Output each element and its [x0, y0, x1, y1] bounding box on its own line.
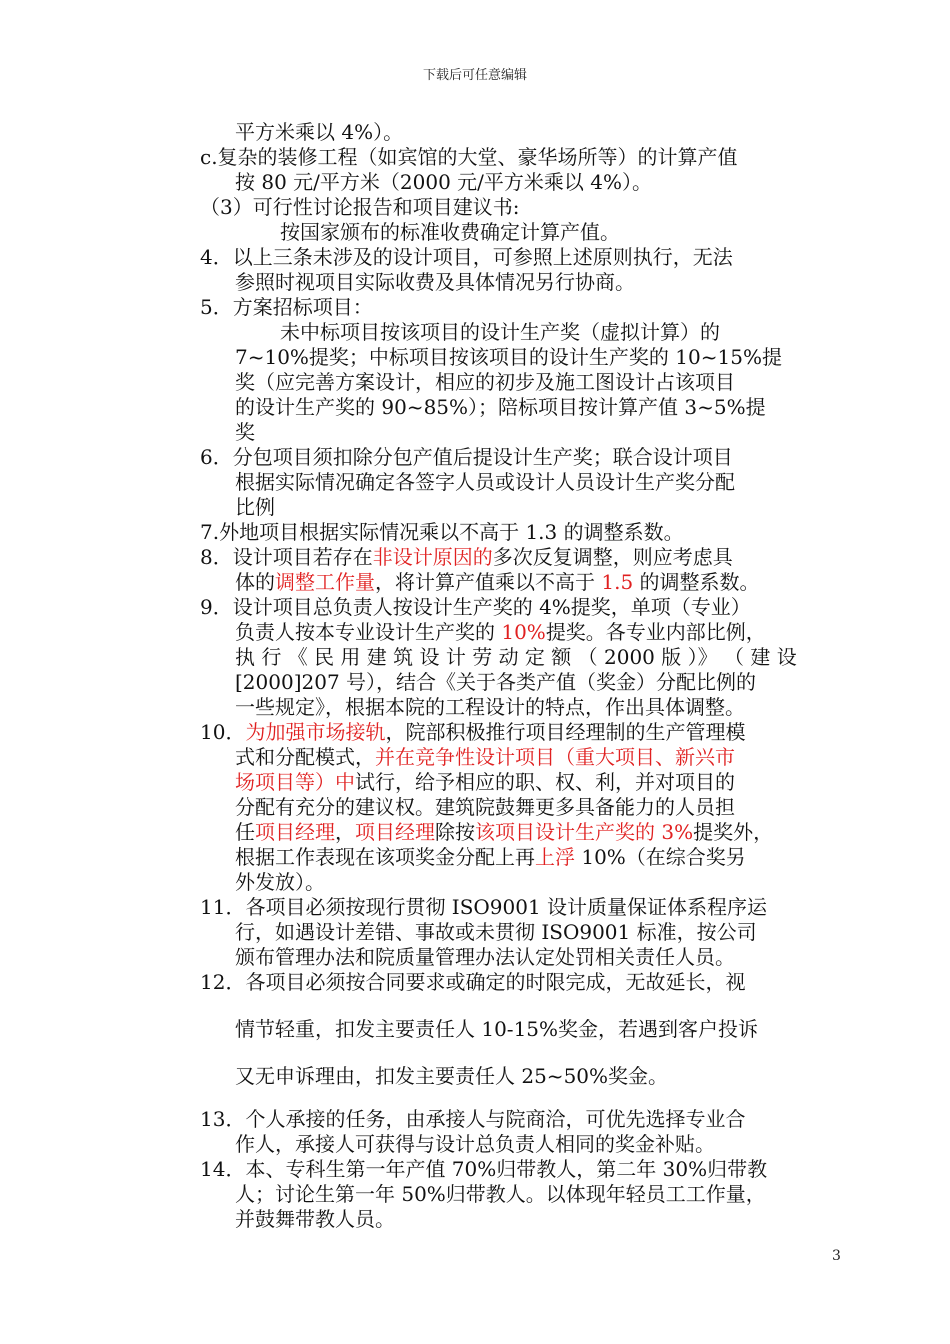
highlight-span: 10% — [501, 620, 546, 644]
text-span: 8．设计项目若存在 — [200, 545, 373, 569]
text-line: 一些规定》，根据本院的工程设计的特点，作出具体调整。 — [235, 695, 745, 719]
highlight-span: 调整工作量 — [275, 570, 375, 594]
highlight-span: 非设计原因的 — [372, 545, 493, 569]
text-line: 6．分包项目须扣除分包产值后提设计生产奖；联合设计项目 — [200, 445, 733, 469]
highlight-span: 场项目等）中 — [235, 770, 355, 794]
text-span: 多次反复调整，则应考虑具 — [492, 545, 733, 569]
text-line: 根据实际情况确定各签字人员或设计人员设计生产奖分配 — [235, 470, 735, 494]
text-line — [200, 570, 820, 595]
highlight-span: 该项目设计生产奖的 3% — [475, 820, 694, 844]
text-span: ，将计算产值乘以不高于 — [375, 570, 602, 594]
text-line: 的设计生产奖的 90~85%）；陪标项目按计算产值 3~5%提 — [235, 395, 766, 419]
text-span: ，院部积极推行项目经理制的生产管理模 — [385, 720, 746, 744]
text-line: 颁布管理办法和院质量管理办法认定处罚相关责任人员。 — [235, 945, 735, 969]
text-line: 情节轻重，扣发主要责任人 10-15%奖金，若遇到客户投诉 — [235, 1017, 759, 1041]
text-span: 提奖外， — [693, 820, 774, 844]
text-span: 除按 — [435, 820, 475, 844]
highlight-span: 上浮 — [535, 845, 575, 869]
text-line: 作人，承接人可获得与设计总负责人相同的奖金补贴。 — [235, 1132, 715, 1156]
text-line: （3）可行性讨论报告和项目建议书: — [200, 195, 520, 219]
text-line: 奖 — [235, 420, 255, 444]
text-line: 13．个人承接的任务，由承接人与院商洽，可优先选择专业合 — [200, 1107, 746, 1131]
text-line: 12．各项目必须按合同要求或确定的时限完成，无故延长，视 — [200, 970, 746, 994]
text-span: 的调整系数。 — [633, 570, 760, 594]
text-line: 又无申诉理由，扣发主要责任人 25~50%奖金。 — [235, 1064, 669, 1088]
text-line — [200, 545, 820, 570]
text-span: 试行，给予相应的职、权、利，并对项目的 — [355, 770, 735, 794]
text-span: 体的 — [235, 570, 275, 594]
text-line: 比例 — [235, 495, 275, 519]
text-span: 10%（在综合奖另 — [575, 845, 746, 869]
text-line: 奖（应完善方案设计，相应的初步及施工图设计占该项目 — [235, 370, 735, 394]
text-line: 7.外地项目根据实际情况乘以不高于 1.3 的调整系数。 — [200, 520, 684, 544]
text-line: 人；讨论生第一年 50%归带教人。以体现年轻员工工作量， — [235, 1182, 766, 1206]
text-span: 任 — [235, 820, 255, 844]
highlight-span: 为加强市场接轨 — [245, 720, 386, 744]
highlight-span: 项目经理 — [255, 820, 335, 844]
text-line: 11．各项目必须按现行贯彻 ISO9001 设计质量保证体系程序运 — [200, 895, 768, 919]
text-line: 4．以上三条未涉及的设计项目，可参照上述原则执行，无法 — [200, 245, 733, 269]
text-line: c.复杂的装修工程（如宾馆的大堂、豪华场所等）的计算产值 — [200, 145, 738, 169]
text-line — [200, 745, 820, 770]
document-body — [200, 120, 820, 1232]
text-line — [200, 620, 820, 645]
text-line: 参照时视项目实际收费及具体情况另行协商。 — [235, 270, 635, 294]
text-span: 提奖。各专业内部比例， — [545, 620, 766, 644]
text-line: 未中标项目按该项目的设计生产奖（虚拟计算）的 — [280, 320, 720, 344]
text-span: 式和分配模式， — [235, 745, 375, 769]
text-line: 并鼓舞带教人员。 — [235, 1207, 395, 1231]
text-line: 分配有充分的建议权。建筑院鼓舞更多具备能力的人员担 — [235, 795, 735, 819]
text-line — [200, 820, 820, 845]
text-span: ， — [335, 820, 355, 844]
text-line: 平方米乘以 4%）。 — [235, 120, 404, 144]
text-line: 按国家颁布的标准收费确定计算产值。 — [280, 220, 620, 244]
text-line — [200, 770, 820, 795]
page-header: 下载后可任意编辑 — [422, 68, 527, 83]
text-line: 7~10%提奖；中标项目按该项目的设计生产奖的 10~15%提 — [235, 345, 782, 369]
highlight-span: 项目经理 — [355, 820, 435, 844]
text-line: 9．设计项目总负责人按设计生产奖的 4%提奖，单项（专业） — [200, 595, 751, 619]
text-span: 10． — [200, 720, 246, 744]
text-line: 5．方案招标项目： — [200, 295, 373, 319]
text-line — [200, 845, 820, 870]
text-line — [200, 720, 820, 745]
text-line: 执 行 《 民 用 建 筑 设 计 劳 动 定 额 （ 2000 版 ）》 （ 建 设 — [235, 645, 797, 669]
text-line: 行，如遇设计差错、事故或未贯彻 ISO9001 标准，按公司 — [235, 920, 757, 944]
highlight-span: 1.5 — [601, 570, 634, 594]
text-line: [2000]207 号），结合《关于各类产值（奖金）分配比例的 — [235, 670, 757, 694]
text-line: 14．本、专科生第一年产值 70%归带教人，第二年 30%归带教 — [200, 1157, 768, 1181]
text-span: 负责人按本专业设计生产奖的 — [235, 620, 502, 644]
text-line: 外发放）。 — [235, 870, 325, 894]
highlight-span: 并在竞争性设计项目（重大项目、新兴市 — [375, 745, 735, 769]
text-span: 根据工作表现在该项奖金分配上再 — [235, 845, 535, 869]
text-line: 按 80 元/平方米（2000 元/平方米乘以 4%）。 — [235, 170, 652, 194]
page-number: 3 — [832, 1248, 841, 1264]
